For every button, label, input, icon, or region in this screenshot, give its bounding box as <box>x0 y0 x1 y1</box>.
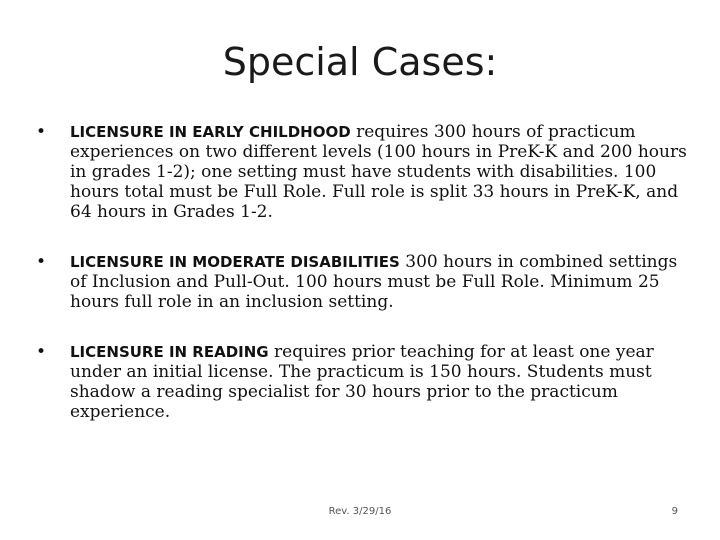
bullet-text: 300 hours in combined settings of Inclusion and Pull-Out. 100 hours must be Full Role. Minimum 25 hours full role in an inclusion setting. <box>70 252 678 312</box>
bullet-moderate-disabilities <box>36 252 696 312</box>
bullet-early-childhood <box>36 122 696 222</box>
bullet-reading <box>36 342 696 422</box>
bullet-lead: LICENSURE IN MODERATE DISABILITIES <box>70 253 400 271</box>
bullet-text: requires 300 hours of practicum experiences on two different levels (100 hours in PreK-K and 200 hours in grades 1-2); one setting must have students with disabilities. 100 hours total must be Full Role. Full role is split 33 hours in PreK-K, and 64 hours in Grades 1-2. <box>70 122 687 222</box>
bullet-dot-icon: • <box>36 122 47 142</box>
footer-revision: Rev. 3/29/16 <box>328 506 392 517</box>
page-number: 9 <box>671 506 678 517</box>
bullet-lead: LICENSURE IN READING <box>70 343 269 361</box>
bullet-lead: LICENSURE IN EARLY CHILDHOOD <box>70 123 351 141</box>
bullet-dot-icon: • <box>36 252 47 272</box>
bullet-dot-icon: • <box>36 342 47 362</box>
bullet-text: requires prior teaching for at least one year under an initial license. The practicum is 150 hours. Students must shadow a reading specialist for 30 hours prior to the practicum experience. <box>70 342 654 422</box>
bullet-list <box>36 122 696 452</box>
slide-title: Special Cases: <box>222 40 498 84</box>
